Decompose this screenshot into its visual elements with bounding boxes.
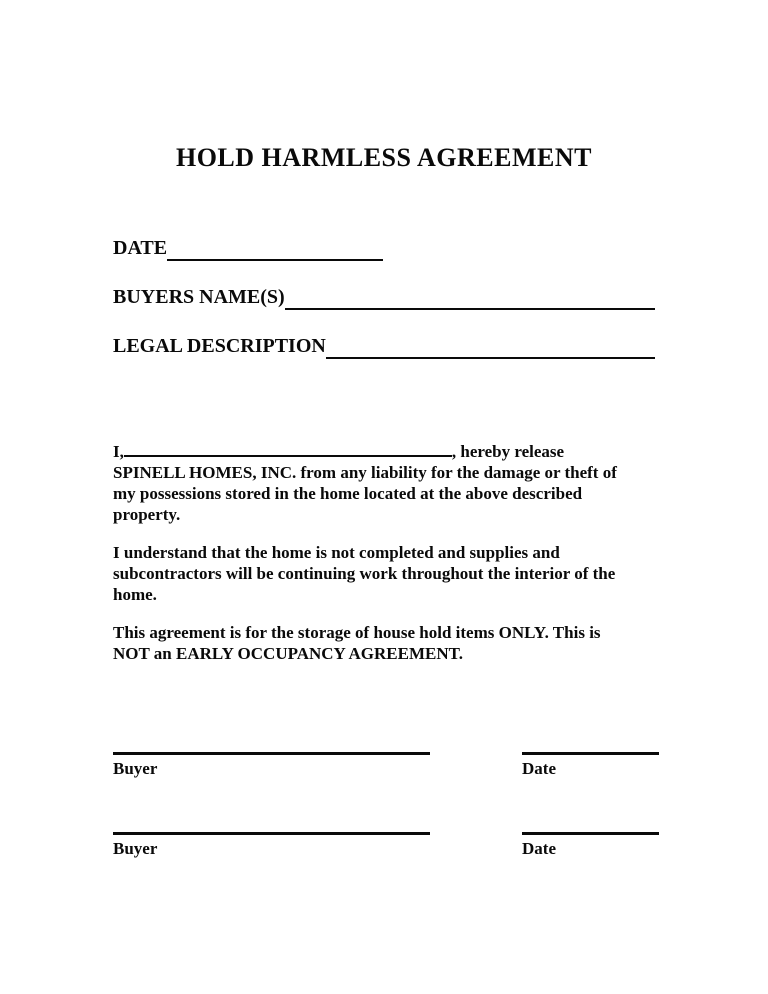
- buyer-1-signature-line[interactable]: [113, 752, 430, 755]
- buyer-1-date-label: Date: [522, 759, 556, 778]
- buyer-1-date-block: [522, 752, 659, 779]
- buyer-1-date-line[interactable]: [522, 752, 659, 755]
- date-input-line[interactable]: [167, 234, 383, 261]
- buyers-name-field-label: BUYERS NAME(S): [113, 286, 285, 308]
- buyer-2-date-block: [522, 832, 659, 859]
- buyer-2-date-label: Date: [522, 839, 556, 858]
- buyer-2-signature-line[interactable]: [113, 832, 430, 835]
- buyers-name-field-row: [113, 283, 655, 310]
- release-paragraph-line: my possessions stored in the home located at the above described: [113, 484, 583, 503]
- release-paragraph: [113, 439, 661, 525]
- release-paragraph-line: SPINELL HOMES, INC. from any liability for the damage or theft of: [113, 463, 617, 482]
- storage-only-paragraph-line: NOT an EARLY OCCUPANCY AGREEMENT.: [113, 644, 463, 663]
- legal-description-field-label: LEGAL DESCRIPTION: [113, 335, 326, 357]
- document-title: HOLD HARMLESS AGREEMENT: [175, 143, 592, 172]
- legal-description-input-line[interactable]: [326, 332, 655, 359]
- understanding-paragraph-line: subcontractors will be continuing work throughout the interior of the: [113, 564, 616, 583]
- release-paragraph-line: property.: [113, 505, 181, 524]
- buyer-2-date-line[interactable]: [522, 832, 659, 835]
- buyers-name-input-line[interactable]: [285, 283, 655, 310]
- understanding-paragraph: [113, 542, 661, 605]
- understanding-paragraph-line: home.: [113, 585, 157, 604]
- buyer-2-signature-block: [113, 832, 430, 859]
- buyer-1-signature-label: Buyer: [113, 759, 158, 778]
- releasor-name-input-line[interactable]: [124, 439, 452, 457]
- body-paragraphs: [113, 439, 661, 681]
- release-prefix: I,: [113, 442, 124, 461]
- storage-only-paragraph: [113, 622, 661, 664]
- release-paragraph-first-line: [113, 439, 661, 462]
- release-suffix: , hereby release: [451, 442, 565, 461]
- buyer-1-signature-block: [113, 752, 430, 779]
- buyer-2-signature-label: Buyer: [113, 839, 158, 858]
- storage-only-paragraph-line: This agreement is for the storage of house hold items ONLY. This is: [113, 623, 601, 642]
- understanding-paragraph-line: I understand that the home is not completed and supplies and: [113, 543, 560, 562]
- date-field-label: DATE: [113, 237, 168, 259]
- signature-row-1: [113, 752, 659, 779]
- legal-description-field-row: [113, 332, 655, 359]
- date-field-row: [113, 234, 655, 261]
- signature-row-2: [113, 832, 659, 859]
